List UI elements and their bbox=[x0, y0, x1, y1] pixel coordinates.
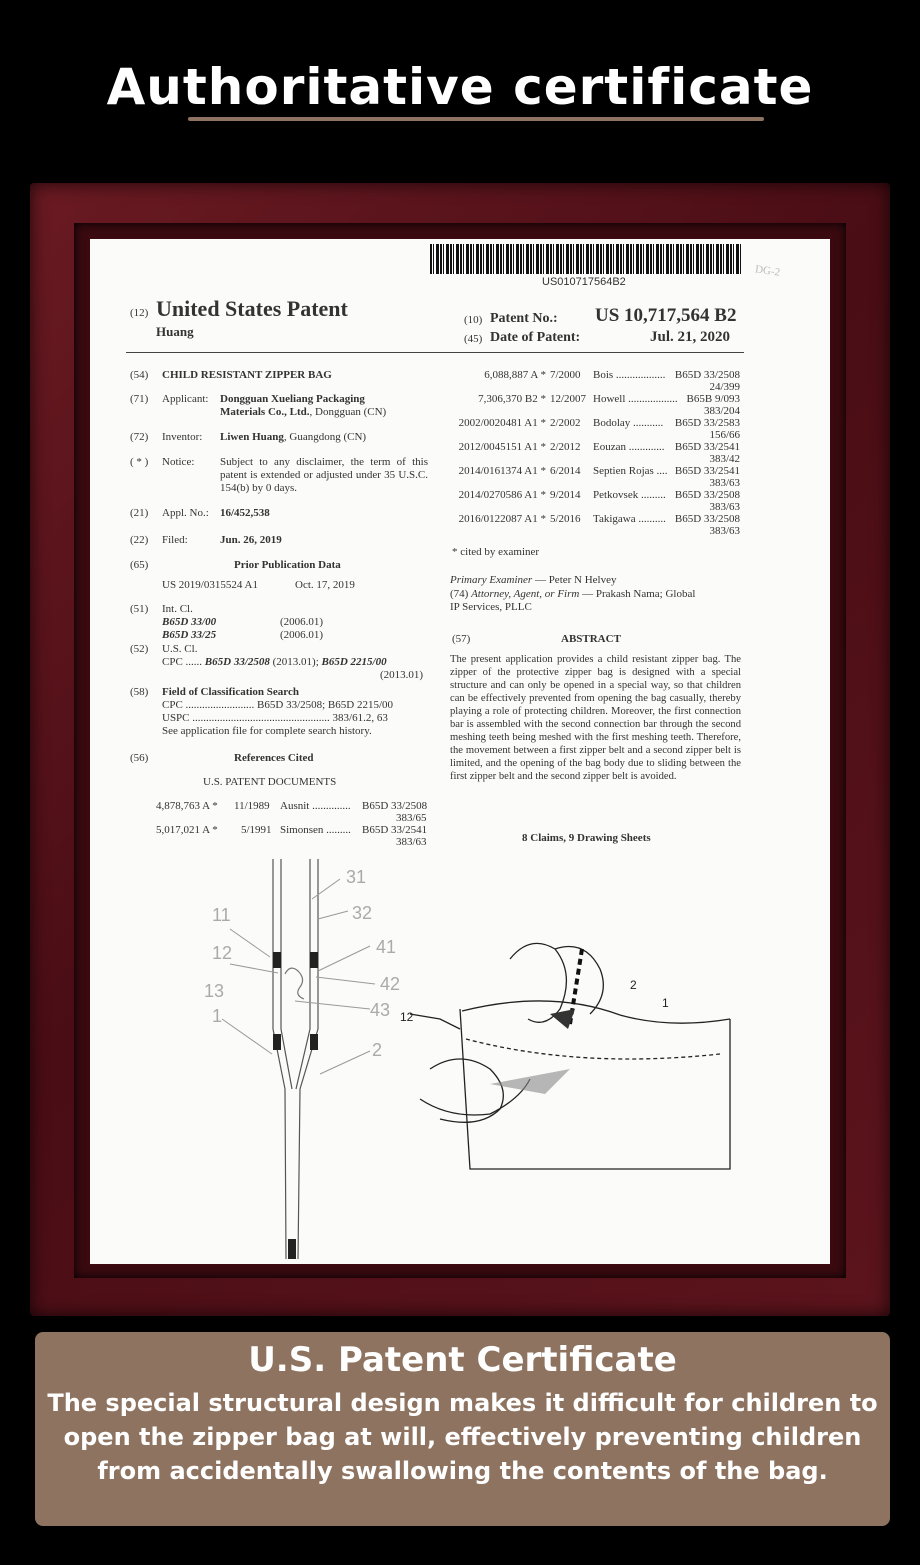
filed-date: Jun. 26, 2019 bbox=[220, 534, 282, 546]
applicant-line2-rest: , Dongguan (CN) bbox=[309, 406, 387, 418]
drawing-label-42: 42 bbox=[380, 974, 401, 994]
attorney-name: — Prakash Nama; Global bbox=[582, 588, 696, 600]
intcl-heading: Int. Cl. bbox=[162, 603, 193, 615]
ref-right-5-num: 2014/0270586 A1 * bbox=[458, 489, 546, 501]
ref-left-0-date: 11/1989 bbox=[234, 800, 270, 812]
code-12: (12) bbox=[130, 307, 149, 319]
code-65: (65) bbox=[130, 559, 149, 571]
ref-right-6-num: 2016/0122087 A1 * bbox=[458, 513, 546, 525]
ref-right-6-class: B65D 33/2508 bbox=[674, 513, 740, 525]
cpc-class2: B65D 2215/00 bbox=[321, 656, 387, 668]
field-note: See application file for complete search history. bbox=[162, 725, 372, 737]
caption-body: The special structural design makes it difficult for children to open the zipper bag at will, effectively preventing children from accidentally swallowing the contents of the bag. bbox=[47, 1389, 878, 1485]
refs-heading: References Cited bbox=[234, 752, 314, 764]
attorney-label: Attorney, Agent, or Firm bbox=[471, 588, 580, 600]
ref-right-4-class: B65D 33/2541 bbox=[674, 465, 740, 477]
drawing-label-41: 41 bbox=[376, 937, 397, 957]
notice-text: Subject to any disclaimer, the term of this patent is extended or adjusted under 35 U.S.C. 154(b) by 0 days. bbox=[220, 456, 428, 494]
intcl-1: B65D 33/00 bbox=[162, 616, 217, 628]
applicant-label: Applicant: bbox=[162, 393, 209, 405]
ref-right-6-date: 5/2016 bbox=[550, 513, 581, 525]
cpc-mid: (2013.01); bbox=[272, 656, 319, 668]
ref-left-0-num: 4,878,763 A * bbox=[156, 800, 218, 812]
field-cpc: CPC ......................... B65D 33/2508; B65D 2215/00 bbox=[162, 699, 394, 711]
ref-left-1-date: 5/1991 bbox=[241, 824, 272, 836]
ref-right-4-date: 6/2014 bbox=[550, 465, 581, 477]
ref-right-0-num: 6,088,887 A * bbox=[484, 369, 546, 381]
code-54: (54) bbox=[130, 369, 149, 381]
bag-fold-shade bbox=[490, 1069, 570, 1094]
bag-label-1: 1 bbox=[662, 996, 669, 1010]
ref-right-3-name: Eouzan ............. bbox=[593, 441, 665, 453]
caption-panel bbox=[35, 1332, 890, 1526]
inventor-label: Inventor: bbox=[162, 431, 203, 443]
ref-right-5-class: B65D 33/2508 bbox=[674, 489, 740, 501]
code-71: (71) bbox=[130, 393, 149, 405]
zipper-block-tail bbox=[288, 1239, 296, 1259]
patent-date: Jul. 21, 2020 bbox=[650, 329, 731, 345]
drawing-label-12: 12 bbox=[212, 943, 233, 963]
caption-title: U.S. Patent Certificate bbox=[248, 1340, 677, 1380]
ref-right-0-class: B65D 33/2508 bbox=[674, 369, 740, 381]
drawing-label-2: 2 bbox=[372, 1040, 383, 1060]
zipper-block-top-left bbox=[273, 952, 281, 968]
appl-number: 16/452,538 bbox=[220, 507, 270, 519]
inventor-row bbox=[220, 431, 366, 444]
cpc-class1: B65D 33/2508 bbox=[204, 656, 270, 668]
code-21: (21) bbox=[130, 507, 149, 519]
barcode bbox=[430, 244, 741, 274]
drawing-label-11: 11 bbox=[212, 905, 231, 925]
certificate-frame bbox=[30, 183, 890, 1316]
ref-right-3-class2: 383/42 bbox=[709, 453, 740, 465]
patent-number: US 10,717,564 B2 bbox=[595, 305, 737, 326]
zipper-block-bottom-left bbox=[273, 1034, 281, 1050]
intcl-2-date: (2006.01) bbox=[280, 629, 324, 641]
notice-label: Notice: bbox=[162, 456, 195, 468]
country-title: United States Patent bbox=[156, 296, 348, 321]
barcode-number: US010717564B2 bbox=[542, 276, 626, 288]
ref-right-4-class2: 383/63 bbox=[709, 477, 740, 489]
claims-line: 8 Claims, 9 Drawing Sheets bbox=[522, 832, 651, 844]
appl-label: Appl. No.: bbox=[162, 507, 209, 519]
attorney-name-2: IP Services, PLLC bbox=[450, 601, 532, 613]
drawing-label-43: 43 bbox=[370, 1000, 391, 1020]
ref-left-0-class: B65D 33/2508 bbox=[362, 800, 428, 812]
examiner-label: Primary Examiner bbox=[450, 574, 533, 586]
abstract-text: The present application provides a child resistant zipper bag. The zipper of the protective zipper bag is designed with a special structure and can only be opened in a special way, so that children can be effectively prevented from opening the bag casually, thereby playing a role of protecting children. Moreover, the first connection bar is assembled with the second connection bar through the second meshing teeth being meshed with the first meshing teeth. Therefore, the movement between a first zipper belt and a second zipper belt is limited, and the opening of the bag body due to sliding between the first zipper belt and the second zipper belt is avoided. bbox=[450, 654, 741, 782]
examiner-row bbox=[450, 574, 617, 587]
code-58: (58) bbox=[130, 686, 149, 698]
prior-date: Oct. 17, 2019 bbox=[295, 579, 355, 591]
examiner-name: — Peter N Helvey bbox=[534, 574, 617, 586]
header-rule bbox=[126, 352, 744, 353]
ref-right-0-name: Bois .................. bbox=[593, 369, 666, 381]
field-uspc: USPC .................................................. 383/61.2, 63 bbox=[162, 712, 388, 724]
cpc-label: CPC ...... bbox=[162, 656, 203, 668]
prior-heading: Prior Publication Data bbox=[234, 559, 341, 571]
field-heading: Field of Classification Search bbox=[162, 686, 299, 698]
intcl-1-date: (2006.01) bbox=[280, 616, 324, 628]
zipper-block-top-right bbox=[310, 952, 318, 968]
filed-label: Filed: bbox=[162, 534, 188, 546]
abstract-heading: ABSTRACT bbox=[561, 633, 621, 645]
corner-mark: DG-2 bbox=[754, 263, 781, 279]
patent-document bbox=[90, 239, 830, 1264]
drawing-label-31: 31 bbox=[346, 867, 367, 887]
code-72: (72) bbox=[130, 431, 149, 443]
bag-label-12: 12 bbox=[400, 1010, 414, 1024]
headline-underline bbox=[188, 117, 764, 121]
ref-right-5-name: Petkovsek ......... bbox=[593, 489, 666, 501]
ref-right-3-class: B65D 33/2541 bbox=[674, 441, 740, 453]
ref-right-2-class: B65D 33/2583 bbox=[674, 417, 740, 429]
ref-right-3-date: 2/2012 bbox=[550, 441, 581, 453]
code-notice: ( * ) bbox=[130, 456, 149, 468]
drawing-label-13: 13 bbox=[204, 981, 225, 1001]
ref-right-4-name: Septien Rojas .... bbox=[593, 465, 668, 477]
code-56: (56) bbox=[130, 752, 149, 764]
patent-no-label: Patent No.: bbox=[490, 311, 558, 326]
refs-subheading: U.S. PATENT DOCUMENTS bbox=[203, 776, 337, 788]
ref-right-2-num: 2002/0020481 A1 * bbox=[458, 417, 546, 429]
ref-right-1-class2: 383/204 bbox=[703, 405, 740, 417]
ref-right-2-date: 2/2002 bbox=[550, 417, 581, 429]
code-57: (57) bbox=[452, 633, 471, 645]
ref-right-5-class2: 383/63 bbox=[709, 501, 740, 513]
ref-right-6-name: Takigawa .......... bbox=[593, 513, 666, 525]
ref-left-1-class: B65D 33/2541 bbox=[362, 824, 428, 836]
ref-left-1-class2: 383/63 bbox=[396, 836, 427, 848]
code-51: (51) bbox=[130, 603, 149, 615]
applicant-line1: Dongguan Xueliang Packaging bbox=[220, 393, 365, 405]
ref-right-2-name: Bodolay ........... bbox=[593, 417, 664, 429]
ref-right-0-class2: 24/399 bbox=[709, 381, 740, 393]
ref-right-5-date: 9/2014 bbox=[550, 489, 581, 501]
zipper-pull-tab bbox=[550, 1009, 575, 1029]
ref-right-3-num: 2012/0045151 A1 * bbox=[458, 441, 546, 453]
ref-right-4-num: 2014/0161374 A1 * bbox=[458, 465, 546, 477]
drawing-label-32: 32 bbox=[352, 903, 373, 923]
ref-right-1-num: 7,306,370 B2 * bbox=[478, 393, 546, 405]
bag-label-2: 2 bbox=[630, 978, 637, 992]
applicant-line2-row bbox=[220, 406, 386, 419]
patent-title: CHILD RESISTANT ZIPPER BAG bbox=[162, 369, 332, 381]
inventor-rest: , Guangdong (CN) bbox=[283, 431, 367, 443]
zipper-block-bottom-right bbox=[310, 1034, 318, 1050]
ref-left-1-name: Simonsen ......... bbox=[280, 824, 351, 836]
code-10: (10) bbox=[464, 314, 483, 326]
bag-opening-illustration bbox=[400, 919, 740, 1199]
page-headline: Authoritative certificate bbox=[106, 58, 814, 116]
attorney-code: (74) bbox=[450, 588, 469, 600]
ref-left-0-name: Ausnit .............. bbox=[280, 800, 351, 812]
code-52: (52) bbox=[130, 643, 149, 655]
ref-right-0-date: 7/2000 bbox=[550, 369, 581, 381]
applicant-line2: Materials Co., Ltd. bbox=[220, 406, 310, 418]
code-22: (22) bbox=[130, 534, 149, 546]
ref-left-0-class2: 383/65 bbox=[396, 812, 427, 824]
ref-right-2-class2: 156/66 bbox=[709, 429, 740, 441]
cpc-row bbox=[162, 656, 387, 669]
prior-pub: US 2019/0315524 A1 bbox=[162, 579, 258, 591]
code-45: (45) bbox=[464, 333, 483, 345]
ref-right-1-class: B65B 9/093 bbox=[686, 393, 740, 405]
inventor-name: Liwen Huang bbox=[220, 431, 284, 443]
cited-note: * cited by examiner bbox=[452, 546, 540, 558]
drawing-label-1: 1 bbox=[212, 1006, 223, 1026]
ref-right-1-date: 12/2007 bbox=[550, 393, 587, 405]
ref-right-6-class2: 383/63 bbox=[709, 525, 740, 537]
cpc-end: (2013.01) bbox=[380, 669, 424, 681]
intcl-2: B65D 33/25 bbox=[162, 629, 217, 641]
attorney-row bbox=[450, 588, 695, 601]
date-label: Date of Patent: bbox=[490, 330, 581, 345]
ref-left-1-num: 5,017,021 A * bbox=[156, 824, 218, 836]
inventor-surname: Huang bbox=[156, 324, 194, 339]
ref-right-1-name: Howell .................. bbox=[593, 393, 678, 405]
frame-inner bbox=[74, 223, 846, 1278]
uscl-heading: U.S. Cl. bbox=[162, 643, 198, 655]
